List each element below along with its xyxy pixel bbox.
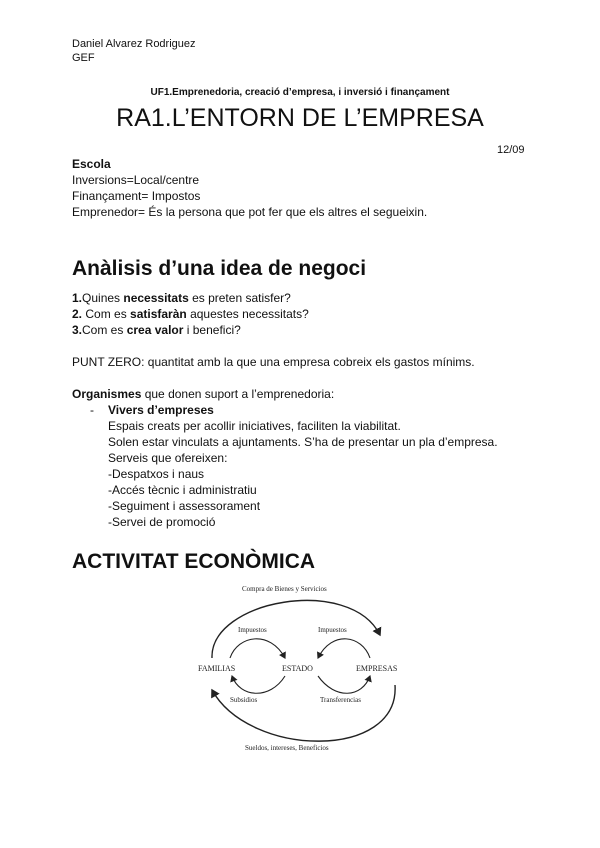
label-estado: ESTADO: [282, 664, 313, 673]
economic-flow-diagram: [190, 580, 420, 760]
author-name: Daniel Alvarez Rodriguez: [72, 38, 196, 50]
question-number: 1.: [72, 291, 83, 305]
question-2: [72, 306, 309, 322]
bullet-dash: -: [90, 403, 94, 417]
label-impuestos-left: Impuestos: [238, 626, 267, 634]
question-3: [72, 322, 241, 338]
escola-line: Inversions=Local/centre: [72, 173, 200, 187]
analysis-heading: Anàlisis d’una idea de negoci: [72, 257, 367, 280]
label-transferencias: Transferencias: [320, 696, 361, 704]
escola-line: Finançament= Impostos: [72, 189, 201, 203]
page-title: RA1.L’ENTORN DE L’EMPRESA: [116, 104, 484, 132]
label-familias: FAMILIAS: [198, 664, 236, 673]
question-text: i benefici?: [183, 323, 241, 337]
impuestos-left-arrow: [230, 639, 285, 658]
vivers-line: Serveis que ofereixen:: [108, 451, 228, 465]
impuestos-right-arrow: [318, 639, 370, 658]
group-name: GEF: [72, 52, 95, 64]
question-number: 2.: [72, 307, 83, 321]
label-subsidios: Subsidios: [230, 696, 258, 704]
transferencias-arrow: [318, 676, 370, 693]
punt-zero: PUNT ZERO: quantitat amb la que una empresa cobreix els gastos mínims.: [72, 355, 475, 369]
vivers-line: Espais creats per acollir iniciatives, faciliten la viabilitat.: [108, 419, 401, 433]
label-empresas: EMPRESAS: [356, 664, 398, 673]
question-keyword: crea valor: [126, 323, 184, 337]
vivers-title: Vivers d’empreses: [108, 403, 214, 417]
question-keyword: satisfaràn: [130, 307, 187, 321]
unit-title: UF1.Emprenedoria, creació d’empresa, i inversió i finançament: [150, 87, 450, 98]
organismes-intro: [72, 386, 334, 402]
question-text: Com es: [82, 307, 131, 321]
date: 12/09: [497, 144, 525, 156]
outer-bottom-flow-arrow: [212, 685, 395, 741]
subsidios-arrow: [232, 676, 285, 693]
label-impuestos-right: Impuestos: [318, 626, 347, 634]
label-sueldos: Sueldos, intereses, Beneficios: [245, 744, 329, 752]
service-item: -Seguiment i assessorament: [108, 499, 261, 513]
question-keyword: necessitats: [123, 291, 189, 305]
question-number: 3.: [72, 323, 83, 337]
question-text: es preten satisfer?: [188, 291, 291, 305]
service-item: -Despatxos i naus: [108, 467, 205, 481]
organismes-text: que donen suport a l’emprenedoria:: [141, 387, 335, 401]
question-text: Com es: [82, 323, 127, 337]
organismes-keyword: Organismes: [72, 387, 142, 401]
escola-line: Emprenedor= És la persona que pot fer que els altres el segueixin.: [72, 205, 428, 219]
vivers-line: Solen estar vinculats a ajuntaments. S’ha de presentar un pla d’empresa.: [108, 435, 498, 449]
escola-heading: Escola: [72, 157, 111, 171]
question-text: Quines: [82, 291, 124, 305]
activitat-heading: ACTIVITAT ECONÒMICA: [72, 550, 316, 573]
label-compra: Compra de Bienes y Servicios: [242, 585, 327, 593]
question-1: [72, 290, 291, 306]
service-item: -Accés tècnic i administratiu: [108, 483, 257, 497]
question-text: aquestes necessitats?: [186, 307, 309, 321]
service-item: -Servei de promoció: [108, 515, 216, 529]
